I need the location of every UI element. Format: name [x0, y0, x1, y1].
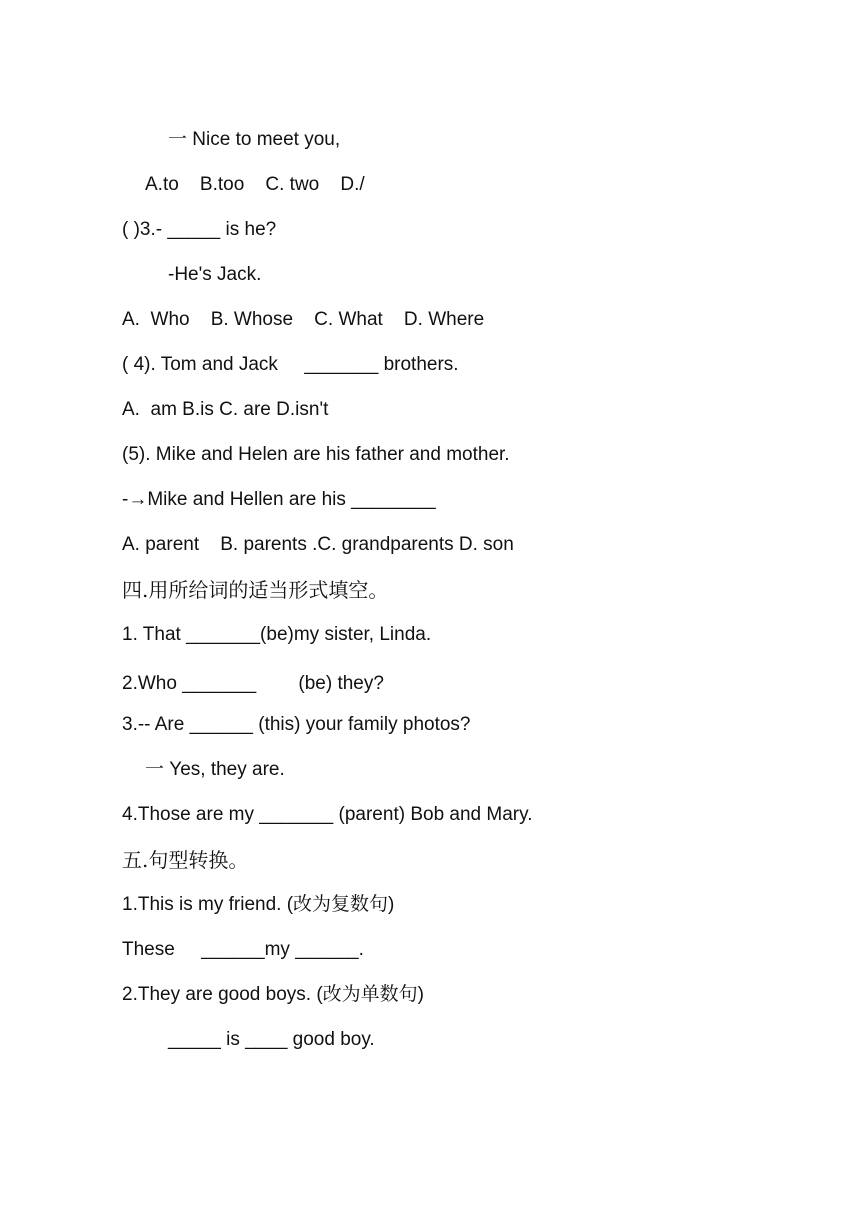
section-4-item-4: 4.Those are my _______ (parent) Bob and Mary. [122, 804, 533, 825]
section-5-item-2-blank: _____ is ____ good boy. [168, 1029, 375, 1050]
question-3-answer-line: -He's Jack. [168, 264, 262, 285]
section-5-item-1-blank: These ______my ______. [122, 939, 364, 960]
section-4-item-3-answer: 一 Yes, they are. [145, 759, 285, 780]
section-4-item-2: 2.Who _______ (be) they? [122, 673, 384, 694]
section-5-heading: 五.句型转换。 [122, 848, 249, 872]
question-3-options: A. Who B. Whose C. What D. Where [122, 309, 485, 330]
section-5-item-2: 2.They are good boys. (改为单数句) [122, 984, 424, 1005]
question-5-stem: (5). Mike and Helen are his father and mother. [122, 444, 510, 465]
question-5-options: A. parent B. parents .C. grandparents D. son [122, 534, 514, 555]
section-4-item-1: 1. That _______(be)my sister, Linda. [122, 624, 432, 645]
section-5-item-1: 1.This is my friend. (改为复数句) [122, 894, 395, 915]
dialog-line-nice-to-meet-you: 一 Nice to meet you, [168, 129, 341, 150]
question-4-stem: ( 4). Tom and Jack _______ brothers. [122, 354, 459, 375]
section-4-heading: 四.用所给词的适当形式填空。 [122, 578, 389, 602]
question-4-options: A. am B.is C. are D.isn't [122, 399, 329, 420]
question-2-options: A.to B.too C. two D./ [145, 174, 365, 195]
section-4-item-3: 3.-- Are ______ (this) your family photos? [122, 714, 471, 735]
question-3-stem: ( )3.- _____ is he? [122, 219, 277, 240]
question-5-rewrite: -→Mike and Hellen are his ________ [122, 489, 436, 510]
